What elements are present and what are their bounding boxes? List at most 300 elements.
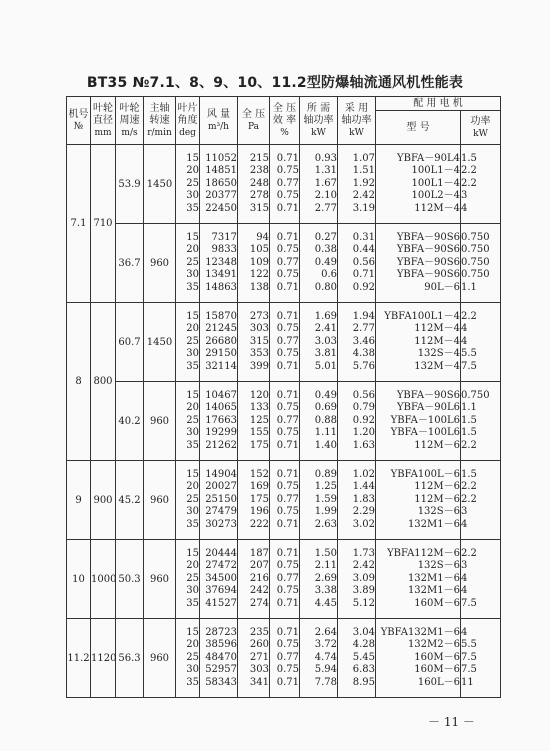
adopted-power-cell-value: 0.56 <box>352 256 375 268</box>
air-flow-cell-value: 29150 <box>205 348 237 360</box>
required-power-cell-value: 0.38 <box>314 244 337 256</box>
shaft-speed-cell: 960 <box>144 224 176 303</box>
air-flow-cell-value: 41527 <box>205 597 237 609</box>
blade-angle-cell-value: 20 <box>186 244 199 256</box>
blade-angle-cell-value: 20 <box>186 639 199 651</box>
motor-power-cell-value: 1.5 <box>461 153 477 165</box>
total-pressure-cell-value: 196 <box>249 506 269 518</box>
air-flow-cell-value: 25150 <box>205 493 237 505</box>
adopted-power-cell-value: 2.29 <box>352 506 375 518</box>
blade-angle-cell-value: 25 <box>186 414 199 426</box>
air-flow-cell-value: 28723 <box>205 627 237 639</box>
blade-angle-cell-value: 35 <box>186 439 199 451</box>
motor-model-cell-value: YBFA112M－6 <box>387 548 460 560</box>
shaft-speed-cell: 960 <box>144 461 176 540</box>
efficiency-cell-value: 0.71 <box>276 627 299 639</box>
header-motor-power: 功率 kW <box>461 111 501 145</box>
motor-model-cell-value: 112M－6 <box>414 481 460 493</box>
required-power-cell-value: 5.01 <box>314 360 337 372</box>
total-pressure-cell <box>238 382 270 461</box>
header-required-power: 所 需 轴功率 kW <box>300 97 338 145</box>
total-pressure-cell-value: 122 <box>249 269 269 281</box>
impeller-diameter-cell: 1120 <box>91 619 116 698</box>
motor-model-cell <box>376 461 461 540</box>
air-flow-cell <box>200 540 238 619</box>
blade-angle-cell-value: 15 <box>186 627 199 639</box>
table-header <box>67 97 501 145</box>
required-power-cell-value: 4.45 <box>314 597 337 609</box>
motor-power-cell <box>461 145 501 224</box>
air-flow-cell-value: 10467 <box>205 390 237 402</box>
adopted-power-cell-value: 3.19 <box>352 202 375 214</box>
motor-power-cell-value: 0.750 <box>461 244 490 256</box>
motor-model-cell-value: YBFA－90S6 <box>396 232 460 244</box>
air-flow-cell-value: 17663 <box>205 414 237 426</box>
motor-model-cell-value: YBFA132M1－6 <box>380 627 460 639</box>
efficiency-cell <box>270 145 300 224</box>
motor-model-cell-value: 100L2－4 <box>411 190 460 202</box>
air-flow-cell-value: 12348 <box>205 256 237 268</box>
required-power-cell-value: 2.69 <box>314 572 337 584</box>
motor-model-cell-value: YBFA－90S6 <box>396 390 460 402</box>
efficiency-cell-value: 0.75 <box>276 323 299 335</box>
table-row-group <box>67 382 501 461</box>
blade-angle-cell-value: 15 <box>186 153 199 165</box>
efficiency-cell-value: 0.77 <box>276 572 299 584</box>
air-flow-cell-value: 14065 <box>205 402 237 414</box>
total-pressure-cell-value: 399 <box>249 360 269 372</box>
shaft-speed-cell: 960 <box>144 619 176 698</box>
impeller-diameter-cell: 800 <box>91 303 116 461</box>
motor-model-cell-value: 132M1－6 <box>407 585 460 597</box>
total-pressure-cell-value: 235 <box>249 627 269 639</box>
total-pressure-cell <box>238 145 270 224</box>
motor-model-cell-value: 160M－6 <box>414 664 460 676</box>
motor-model-cell-value: 132S－6 <box>417 560 460 572</box>
motor-power-cell-value: 4 <box>461 323 468 335</box>
efficiency-cell-value: 0.75 <box>276 348 299 360</box>
adopted-power-cell-value: 4.38 <box>352 348 375 360</box>
blade-angle-cell-value: 30 <box>186 427 199 439</box>
air-flow-cell <box>200 224 238 303</box>
page-number: － 11 － <box>428 715 475 729</box>
blade-angle-cell-value: 35 <box>186 360 199 372</box>
motor-model-cell-value: 160M－6 <box>414 597 460 609</box>
motor-power-cell <box>461 224 501 303</box>
motor-model-cell-value: YBFA－100L6 <box>390 427 460 439</box>
air-flow-cell-value: 21262 <box>205 439 237 451</box>
air-flow-cell-value: 30273 <box>205 518 237 530</box>
total-pressure-cell-value: 125 <box>249 414 269 426</box>
efficiency-cell-value: 0.75 <box>276 585 299 597</box>
adopted-power-cell-value: 1.51 <box>352 165 375 177</box>
total-pressure-cell-value: 109 <box>249 256 269 268</box>
air-flow-cell-value: 9833 <box>211 244 237 256</box>
total-pressure-cell-value: 175 <box>249 439 269 451</box>
motor-model-cell-value: YBFA－90S6 <box>396 244 460 256</box>
blade-angle-cell-value: 25 <box>186 256 199 268</box>
blade-angle-cell-value: 25 <box>186 335 199 347</box>
table-body <box>67 145 501 698</box>
required-power-cell-value: 2.64 <box>314 627 337 639</box>
motor-power-cell-value: 2.2 <box>461 493 477 505</box>
header-machine-no: 机号 № <box>67 97 91 145</box>
air-flow-cell-value: 20027 <box>205 481 237 493</box>
efficiency-cell <box>270 540 300 619</box>
adopted-power-cell-value: 1.73 <box>352 548 375 560</box>
efficiency-cell <box>270 461 300 540</box>
table-row-group <box>67 461 501 540</box>
shaft-speed-cell: 960 <box>144 540 176 619</box>
machine-no-cell: 9 <box>67 461 91 540</box>
air-flow-cell-value: 14863 <box>205 281 237 293</box>
total-pressure-cell <box>238 224 270 303</box>
efficiency-cell-value: 0.71 <box>276 281 299 293</box>
adopted-power-cell-value: 0.79 <box>352 402 375 414</box>
motor-model-cell <box>376 540 461 619</box>
adopted-power-cell-value: 0.44 <box>352 244 375 256</box>
efficiency-cell-value: 0.75 <box>276 269 299 281</box>
adopted-power-cell-value: 2.77 <box>352 323 375 335</box>
motor-model-cell-value: YBFA－90S6 <box>396 269 460 281</box>
machine-no-cell: 11.2 <box>67 619 91 698</box>
efficiency-cell-value: 0.77 <box>276 651 299 663</box>
header-total-pressure: 全 压 Pa <box>238 97 270 145</box>
motor-power-cell-value: 4 <box>461 585 468 597</box>
air-flow-cell-value: 27479 <box>205 506 237 518</box>
required-power-cell-value: 1.67 <box>314 177 337 189</box>
required-power-cell-value: 0.80 <box>314 281 337 293</box>
motor-power-cell-value: 2.2 <box>461 481 477 493</box>
adopted-power-cell-value: 1.07 <box>352 153 375 165</box>
header-motor-model: 型 号 <box>376 111 461 145</box>
adopted-power-cell-value: 8.95 <box>352 676 375 688</box>
adopted-power-cell-value: 2.42 <box>352 560 375 572</box>
adopted-power-cell <box>338 382 376 461</box>
shaft-speed-cell: 960 <box>144 382 176 461</box>
total-pressure-cell-value: 273 <box>249 311 269 323</box>
efficiency-cell-value: 0.75 <box>276 560 299 572</box>
motor-model-cell-value: 132S－4 <box>417 348 460 360</box>
adopted-power-cell-value: 0.31 <box>352 232 375 244</box>
blade-angle-cell-value: 30 <box>186 506 199 518</box>
motor-model-cell-value: 132M－4 <box>414 360 460 372</box>
motor-model-cell <box>376 303 461 382</box>
air-flow-cell-value: 38596 <box>205 639 237 651</box>
motor-model-cell-value: 112M－4 <box>414 202 460 214</box>
total-pressure-cell <box>238 303 270 382</box>
blade-angle-cell-value: 25 <box>186 493 199 505</box>
motor-power-cell-value: 4 <box>461 572 468 584</box>
motor-power-cell-value: 1.5 <box>461 414 477 426</box>
motor-power-cell-value: 1.5 <box>461 427 477 439</box>
adopted-power-cell-value: 4.28 <box>352 639 375 651</box>
blade-angle-cell-value: 35 <box>186 518 199 530</box>
required-power-cell-value: 3.81 <box>314 348 337 360</box>
efficiency-cell-value: 0.71 <box>276 518 299 530</box>
page-title: BT35 №7.1、8、9、10、11.2型防爆轴流通风机性能表 <box>86 75 464 91</box>
adopted-power-cell-value: 1.44 <box>352 481 375 493</box>
impeller-diameter-cell: 900 <box>91 461 116 540</box>
motor-power-cell-value: 3 <box>461 506 468 518</box>
blade-angle-cell-value: 35 <box>186 676 199 688</box>
required-power-cell-value: 3.72 <box>314 639 337 651</box>
blade-angle-cell-value: 15 <box>186 548 199 560</box>
adopted-power-cell <box>338 145 376 224</box>
required-power-cell-value: 1.40 <box>314 439 337 451</box>
motor-power-cell-value: 4 <box>461 627 468 639</box>
adopted-power-cell <box>338 540 376 619</box>
blade-angle-cell <box>176 145 200 224</box>
efficiency-cell-value: 0.75 <box>276 481 299 493</box>
motor-power-cell-value: 0.750 <box>461 269 490 281</box>
motor-model-cell-value: 100L1－4 <box>411 165 460 177</box>
efficiency-cell-value: 0.77 <box>276 335 299 347</box>
air-flow-cell <box>200 303 238 382</box>
blade-angle-cell-value: 20 <box>186 402 199 414</box>
motor-model-cell-value: 112M－4 <box>414 323 460 335</box>
adopted-power-cell-value: 6.83 <box>352 664 375 676</box>
air-flow-cell-value: 22450 <box>205 202 237 214</box>
motor-power-cell-value: 7.5 <box>461 360 477 372</box>
blade-angle-cell-value: 30 <box>186 585 199 597</box>
blade-angle-cell-value: 15 <box>186 390 199 402</box>
efficiency-cell-value: 0.75 <box>276 506 299 518</box>
required-power-cell-value: 1.69 <box>314 311 337 323</box>
required-power-cell-value: 2.10 <box>314 190 337 202</box>
total-pressure-cell-value: 215 <box>249 153 269 165</box>
machine-no-cell: 10 <box>67 540 91 619</box>
performance-table <box>66 96 501 698</box>
efficiency-cell-value: 0.71 <box>276 360 299 372</box>
motor-model-cell-value: 90L－6 <box>424 281 460 293</box>
required-power-cell-value: 0.49 <box>314 390 337 402</box>
motor-power-cell-value: 2.2 <box>461 548 477 560</box>
air-flow-cell-value: 20444 <box>205 548 237 560</box>
total-pressure-cell-value: 271 <box>249 651 269 663</box>
tip-speed-cell: 53.9 <box>116 145 144 224</box>
table-row-group <box>67 145 501 224</box>
total-pressure-cell-value: 155 <box>249 427 269 439</box>
total-pressure-cell-value: 187 <box>249 548 269 560</box>
motor-power-cell-value: 0.750 <box>461 232 490 244</box>
motor-model-cell <box>376 619 461 698</box>
blade-angle-cell-value: 35 <box>186 597 199 609</box>
efficiency-cell-value: 0.75 <box>276 244 299 256</box>
header-shaft-speed: 主轴 转速 r/min <box>144 97 176 145</box>
required-power-cell-value: 0.6 <box>321 269 337 281</box>
adopted-power-cell-value: 0.71 <box>352 269 375 281</box>
required-power-cell-value: 1.11 <box>314 427 337 439</box>
efficiency-cell-value: 0.75 <box>276 190 299 202</box>
efficiency-cell-value: 0.77 <box>276 177 299 189</box>
machine-no-cell: 8 <box>67 303 91 461</box>
required-power-cell-value: 2.41 <box>314 323 337 335</box>
motor-power-cell-value: 4 <box>461 202 468 214</box>
impeller-diameter-cell: 1000 <box>91 540 116 619</box>
efficiency-cell-value: 0.71 <box>276 232 299 244</box>
required-power-cell <box>300 540 338 619</box>
adopted-power-cell-value: 0.92 <box>352 281 375 293</box>
efficiency-cell-value: 0.77 <box>276 414 299 426</box>
required-power-cell-value: 1.59 <box>314 493 337 505</box>
efficiency-cell <box>270 224 300 303</box>
total-pressure-cell-value: 175 <box>249 493 269 505</box>
motor-model-cell-value: 112M－6 <box>414 493 460 505</box>
efficiency-cell <box>270 382 300 461</box>
adopted-power-cell-value: 3.89 <box>352 585 375 597</box>
adopted-power-cell-value: 0.92 <box>352 414 375 426</box>
motor-power-cell-value: 2.2 <box>461 165 477 177</box>
total-pressure-cell-value: 353 <box>249 348 269 360</box>
total-pressure-cell <box>238 619 270 698</box>
efficiency-cell-value: 0.75 <box>276 427 299 439</box>
motor-model-cell <box>376 145 461 224</box>
table-row-group <box>67 303 501 382</box>
efficiency-cell-value: 0.77 <box>276 493 299 505</box>
required-power-cell-value: 1.50 <box>314 548 337 560</box>
required-power-cell-value: 2.77 <box>314 202 337 214</box>
motor-power-cell-value: 0.750 <box>461 256 490 268</box>
required-power-cell-value: 3.38 <box>314 585 337 597</box>
motor-model-cell-value: 160M－6 <box>414 651 460 663</box>
machine-no-cell: 7.1 <box>67 145 91 303</box>
adopted-power-cell-value: 3.46 <box>352 335 375 347</box>
motor-model-cell-value: 132M2－6 <box>407 639 460 651</box>
total-pressure-cell-value: 222 <box>249 518 269 530</box>
air-flow-cell-value: 18650 <box>205 177 237 189</box>
motor-power-cell-value: 0.750 <box>461 390 490 402</box>
adopted-power-cell-value: 3.09 <box>352 572 375 584</box>
motor-power-cell-value: 3 <box>461 190 468 202</box>
total-pressure-cell-value: 94 <box>256 232 269 244</box>
motor-model-cell-value: 100L1－4 <box>411 177 460 189</box>
blade-angle-cell <box>176 382 200 461</box>
blade-angle-cell-value: 30 <box>186 664 199 676</box>
air-flow-cell-value: 48470 <box>205 651 237 663</box>
motor-power-cell-value: 2.2 <box>461 177 477 189</box>
total-pressure-cell-value: 278 <box>249 190 269 202</box>
required-power-cell-value: 1.25 <box>314 481 337 493</box>
required-power-cell-value: 1.99 <box>314 506 337 518</box>
efficiency-cell-value: 0.71 <box>276 390 299 402</box>
motor-model-cell-value: YBFA－90L4 <box>397 153 460 165</box>
adopted-power-cell-value: 0.56 <box>352 390 375 402</box>
motor-power-cell <box>461 461 501 540</box>
header-motor: 配 用 电 机 <box>376 97 501 111</box>
blade-angle-cell <box>176 303 200 382</box>
air-flow-cell <box>200 619 238 698</box>
table-row-group <box>67 224 501 303</box>
efficiency-cell-value: 0.71 <box>276 469 299 481</box>
required-power-cell <box>300 619 338 698</box>
total-pressure-cell-value: 105 <box>249 244 269 256</box>
required-power-cell-value: 3.03 <box>314 335 337 347</box>
adopted-power-cell <box>338 303 376 382</box>
motor-model-cell-value: YBFA100L－6 <box>390 469 460 481</box>
total-pressure-cell-value: 315 <box>249 335 269 347</box>
air-flow-cell-value: 19299 <box>205 427 237 439</box>
adopted-power-cell-value: 3.02 <box>352 518 375 530</box>
efficiency-cell <box>270 303 300 382</box>
motor-power-cell <box>461 382 501 461</box>
required-power-cell-value: 0.49 <box>314 256 337 268</box>
efficiency-cell-value: 0.75 <box>276 402 299 414</box>
adopted-power-cell-value: 1.02 <box>352 469 375 481</box>
required-power-cell-value: 0.88 <box>314 414 337 426</box>
air-flow-cell-value: 34500 <box>205 572 237 584</box>
motor-power-cell-value: 1.1 <box>461 402 477 414</box>
blade-angle-cell-value: 30 <box>186 269 199 281</box>
tip-speed-cell: 56.3 <box>116 619 144 698</box>
blade-angle-cell <box>176 619 200 698</box>
required-power-cell-value: 7.78 <box>314 676 337 688</box>
efficiency-cell-value: 0.71 <box>276 548 299 560</box>
motor-model-cell-value: 160L－6 <box>417 676 460 688</box>
required-power-cell <box>300 224 338 303</box>
blade-angle-cell-value: 20 <box>186 323 199 335</box>
air-flow-cell <box>200 382 238 461</box>
motor-model-cell-value: 132M1－6 <box>407 572 460 584</box>
total-pressure-cell-value: 274 <box>249 597 269 609</box>
motor-power-cell-value: 7.5 <box>461 651 477 663</box>
efficiency-cell-value: 0.75 <box>276 165 299 177</box>
air-flow-cell-value: 58343 <box>205 676 237 688</box>
total-pressure-cell-value: 207 <box>249 560 269 572</box>
motor-model-cell <box>376 382 461 461</box>
adopted-power-cell <box>338 461 376 540</box>
motor-power-cell-value: 2.2 <box>461 439 477 451</box>
blade-angle-cell-value: 25 <box>186 177 199 189</box>
blade-angle-cell-value: 15 <box>186 232 199 244</box>
total-pressure-cell-value: 303 <box>249 664 269 676</box>
adopted-power-cell-value: 5.45 <box>352 651 375 663</box>
motor-model-cell-value: 132S－6 <box>417 506 460 518</box>
adopted-power-cell-value: 1.83 <box>352 493 375 505</box>
air-flow-cell-value: 32114 <box>205 360 237 372</box>
adopted-power-cell-value: 1.63 <box>352 439 375 451</box>
motor-power-cell-value: 7.5 <box>461 597 477 609</box>
required-power-cell-value: 1.31 <box>314 165 337 177</box>
blade-angle-cell <box>176 461 200 540</box>
air-flow-cell-value: 7317 <box>211 232 237 244</box>
air-flow-cell <box>200 145 238 224</box>
air-flow-cell <box>200 461 238 540</box>
air-flow-cell-value: 26680 <box>205 335 237 347</box>
adopted-power-cell-value: 3.04 <box>352 627 375 639</box>
required-power-cell <box>300 382 338 461</box>
motor-power-cell-value: 2.2 <box>461 311 477 323</box>
adopted-power-cell-value: 2.42 <box>352 190 375 202</box>
header-air-flow: 风 量 m³/h <box>200 97 238 145</box>
motor-power-cell-value: 3 <box>461 560 468 572</box>
total-pressure-cell-value: 238 <box>249 165 269 177</box>
impeller-diameter-cell: 710 <box>91 145 116 303</box>
required-power-cell-value: 0.69 <box>314 402 337 414</box>
header-tip-speed: 叶轮 周速 m/s <box>116 97 144 145</box>
efficiency-cell-value: 0.75 <box>276 664 299 676</box>
adopted-power-cell-value: 1.94 <box>352 311 375 323</box>
adopted-power-cell-value: 5.12 <box>352 597 375 609</box>
adopted-power-cell-value: 5.76 <box>352 360 375 372</box>
header-blade-angle: 叶片 角度 deg <box>176 97 200 145</box>
air-flow-cell-value: 20377 <box>205 190 237 202</box>
blade-angle-cell-value: 35 <box>186 202 199 214</box>
required-power-cell-value: 0.89 <box>314 469 337 481</box>
tip-speed-cell: 36.7 <box>116 224 144 303</box>
tip-speed-cell: 60.7 <box>116 303 144 382</box>
air-flow-cell-value: 21245 <box>205 323 237 335</box>
